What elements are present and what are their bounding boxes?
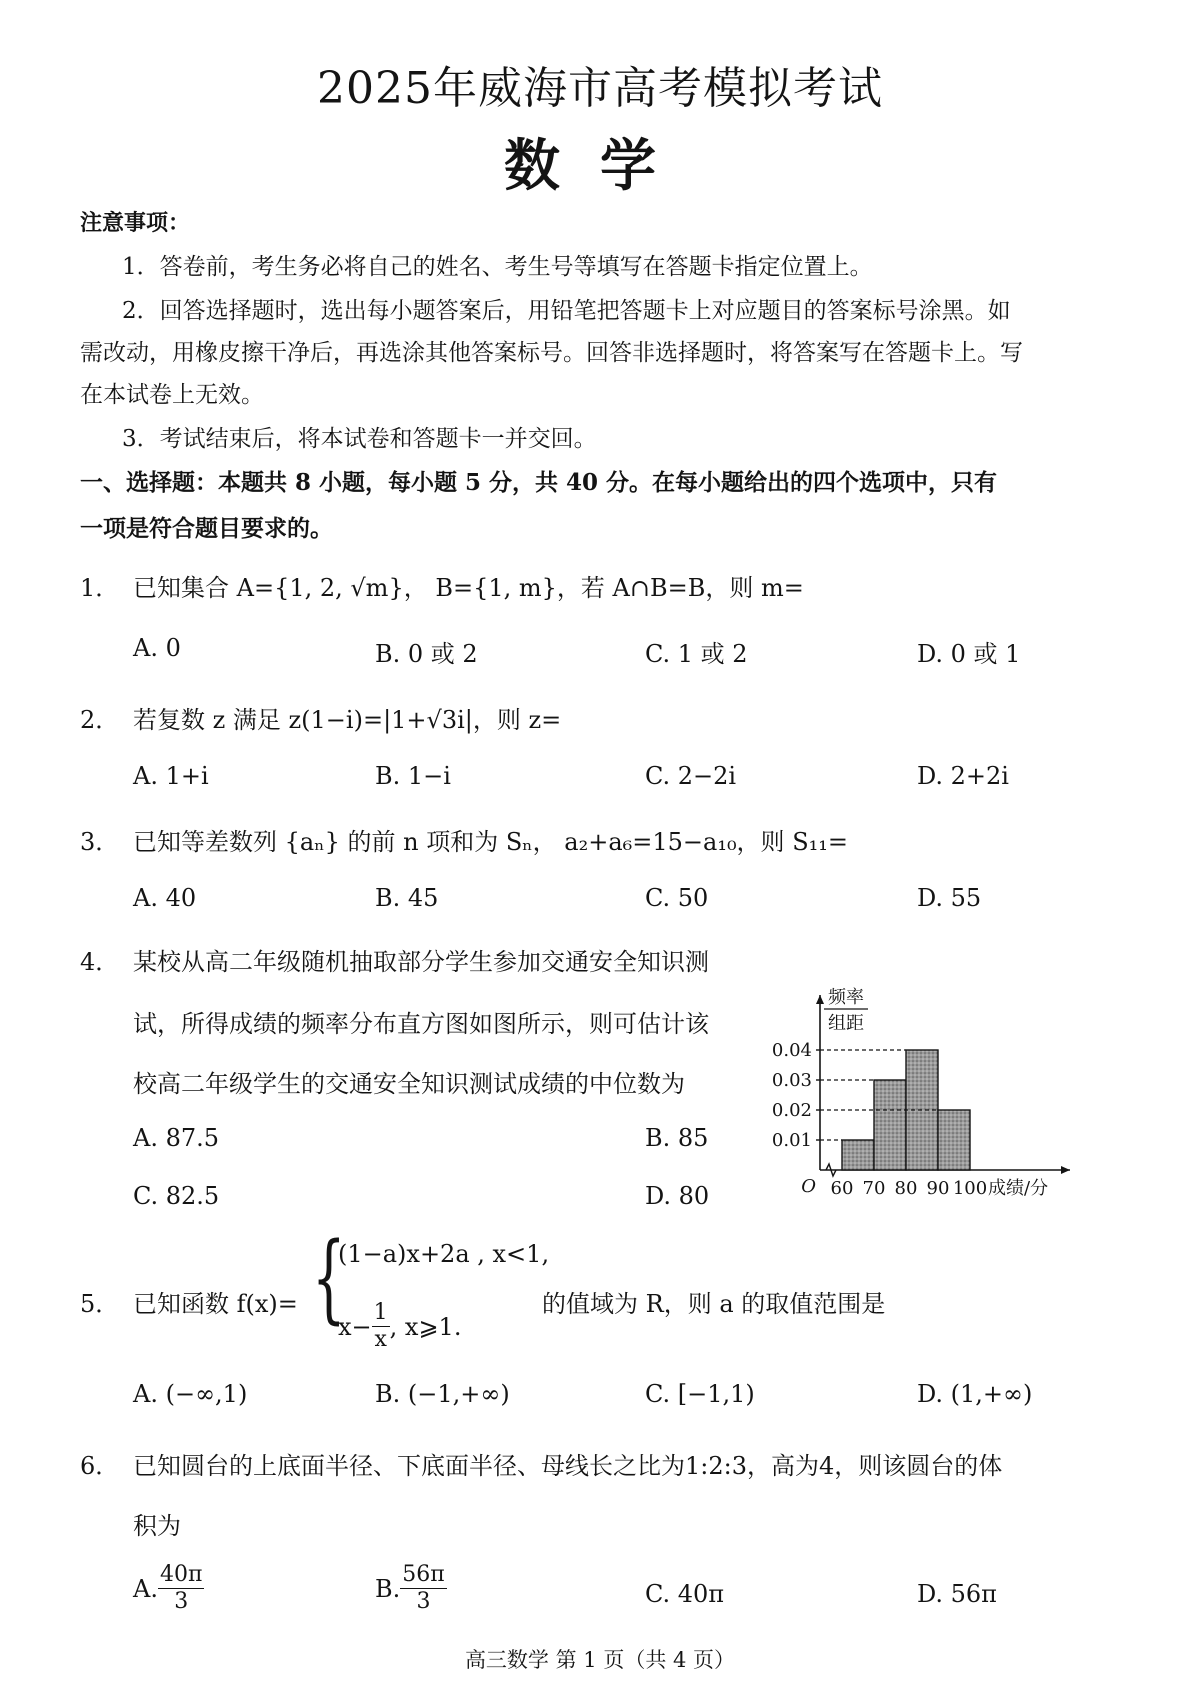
q5-case-2 <box>338 1302 461 1351</box>
page-footer: 高三数学 第 1 页（共 4 页） <box>464 1648 736 1672</box>
y-tick-label: 0.01 <box>771 1130 812 1151</box>
q4-option-c: C. 82.5 <box>133 1182 220 1210</box>
q3-option-b: B. 45 <box>375 884 439 912</box>
q6-option-b-numerator: 56π <box>402 1562 445 1587</box>
q6-stem-line-2: 积为 <box>133 1512 181 1540</box>
q2-option-a: A. 1+i <box>133 762 209 790</box>
note-line-3: 需改动，用橡皮擦干净后，再选涂其他答案标号。回答非选择题时，将答案写在答题卡上。写 <box>80 340 1023 366</box>
y-tick-label: 0.03 <box>771 1070 812 1091</box>
x-axis-arrow <box>1061 1166 1070 1174</box>
q2-number: 2． <box>80 706 120 734</box>
origin-label: O <box>801 1176 816 1197</box>
q2-option-d: D. 2+2i <box>917 762 1009 790</box>
q1-number: 1． <box>80 574 120 602</box>
note-line-5: 3．考试结束后，将本试卷和答题卡一并交回。 <box>122 426 597 452</box>
q4-option-d: D. 80 <box>645 1182 710 1210</box>
y-axis-label-bottom: 组距 <box>828 1013 864 1034</box>
x-tick-label: 70 <box>862 1178 886 1199</box>
q5-case-2-suffix: , x⩾1. <box>389 1312 462 1341</box>
q6-option-b-label: B. <box>375 1574 401 1603</box>
histogram-bar <box>842 1140 874 1170</box>
q1-option-d: D. 0 或 1 <box>917 640 1021 668</box>
q3-option-c: C. 50 <box>645 884 709 912</box>
piecewise-brace: { <box>312 1222 346 1334</box>
x-tick-label: 80 <box>894 1178 918 1199</box>
q2-option-b: B. 1−i <box>375 762 451 790</box>
q6-option-a-denominator: 3 <box>174 1589 189 1614</box>
q5-option-b: B. (−1,+∞) <box>375 1380 510 1408</box>
section-heading-line-2: 一项是符合题目要求的。 <box>80 515 333 542</box>
q5-number: 5． <box>80 1290 120 1318</box>
q4-stem-line-2: 试，所得成绩的频率分布直方图如图所示，则可估计该 <box>133 1010 709 1038</box>
x-tick-label: 90 <box>926 1178 950 1199</box>
q1-stem: 已知集合 A={1, 2, √m}， B={1, m}，若 A∩B=B，则 m= <box>133 574 804 602</box>
q3-option-a: A. 40 <box>133 884 197 912</box>
q4-option-b: B. 85 <box>645 1124 709 1152</box>
note-line-4: 在本试卷上无效。 <box>80 382 264 408</box>
section-heading-line-1: 一、选择题：本题共 8 小题，每小题 5 分，共 40 分。在每小题给出的四个选项中，只有 <box>80 469 998 496</box>
q6-option-b-fraction <box>400 1564 446 1613</box>
y-tick-label: 0.04 <box>771 1040 812 1061</box>
q4-option-a: A. 87.5 <box>133 1124 220 1152</box>
q1-option-b: B. 0 或 2 <box>375 640 478 668</box>
y-tick-label: 0.02 <box>771 1100 812 1121</box>
q6-option-b-denominator: 3 <box>416 1589 431 1614</box>
q2-stem: 若复数 z 满足 z(1−i)=|1+√3i|，则 z= <box>133 706 562 734</box>
q1-option-c: C. 1 或 2 <box>645 640 748 668</box>
q3-option-d: D. 55 <box>917 884 982 912</box>
exam-subject: 数学 <box>504 133 696 199</box>
q6-stem-line-1: 已知圆台的上底面半径、下底面半径、母线长之比为1:2:3，高为4，则该圆台的体 <box>133 1452 1003 1480</box>
q5-case-2-fraction <box>372 1302 390 1351</box>
q6-option-d: D. 56π <box>917 1580 997 1608</box>
q5-case-1: (1−a)x+2a , x<1, <box>338 1240 550 1268</box>
x-axis-label: 成绩/分 <box>988 1178 1049 1199</box>
q6-option-b <box>375 1564 447 1613</box>
notes-heading: 注意事项： <box>80 210 191 236</box>
q5-tail: 的值域为 R，则 a 的取值范围是 <box>542 1290 886 1318</box>
q5-fraction-numerator: 1 <box>373 1300 388 1325</box>
q3-stem: 已知等差数列 {aₙ} 的前 n 项和为 Sₙ， a₂+a₆=15−a₁₀，则 S₁₁= <box>133 828 848 856</box>
exam-title: 2025年威海市高考模拟考试 <box>317 63 883 114</box>
q5-option-d: D. (1,+∞) <box>917 1380 1033 1408</box>
x-tick-label: 100 <box>952 1178 988 1199</box>
q3-number: 3． <box>80 828 120 856</box>
x-tick-label: 60 <box>830 1178 854 1199</box>
q6-option-c: C. 40π <box>645 1580 725 1608</box>
q5-lead: 已知函数 f(x)= <box>133 1290 298 1318</box>
q6-number: 6． <box>80 1452 120 1480</box>
q2-option-c: C. 2−2i <box>645 762 737 790</box>
q4-stem-line-1: 某校从高二年级随机抽取部分学生参加交通安全知识测 <box>133 948 709 976</box>
frequency-histogram <box>771 960 1140 1210</box>
q1-option-a: A. 0 <box>133 634 181 662</box>
note-line-1: 1．答卷前，考生务必将自己的姓名、考生号等填写在答题卡指定位置上。 <box>122 254 873 280</box>
q5-fraction-denominator: x <box>374 1327 387 1352</box>
note-line-2: 2．回答选择题时，选出每小题答案后，用铅笔把答题卡上对应题目的答案标号涂黑。如 <box>122 298 1011 324</box>
q5-option-c: C. [−1,1) <box>645 1380 755 1408</box>
histogram-bar <box>874 1080 906 1170</box>
y-axis-arrow <box>816 995 824 1004</box>
q6-option-a-numerator: 40π <box>159 1562 203 1587</box>
q4-number: 4． <box>80 948 120 976</box>
histogram-bar <box>938 1110 970 1170</box>
q4-stem-line-3: 校高二年级学生的交通安全知识测试成绩的中位数为 <box>133 1070 685 1098</box>
q5-case-2-prefix: x− <box>338 1312 372 1341</box>
y-axis-label-top: 频率 <box>828 987 864 1008</box>
q6-option-a <box>133 1564 204 1613</box>
q5-option-a: A. (−∞,1) <box>133 1380 248 1408</box>
q6-option-a-fraction <box>158 1564 204 1613</box>
q6-option-a-label: A. <box>133 1574 158 1603</box>
